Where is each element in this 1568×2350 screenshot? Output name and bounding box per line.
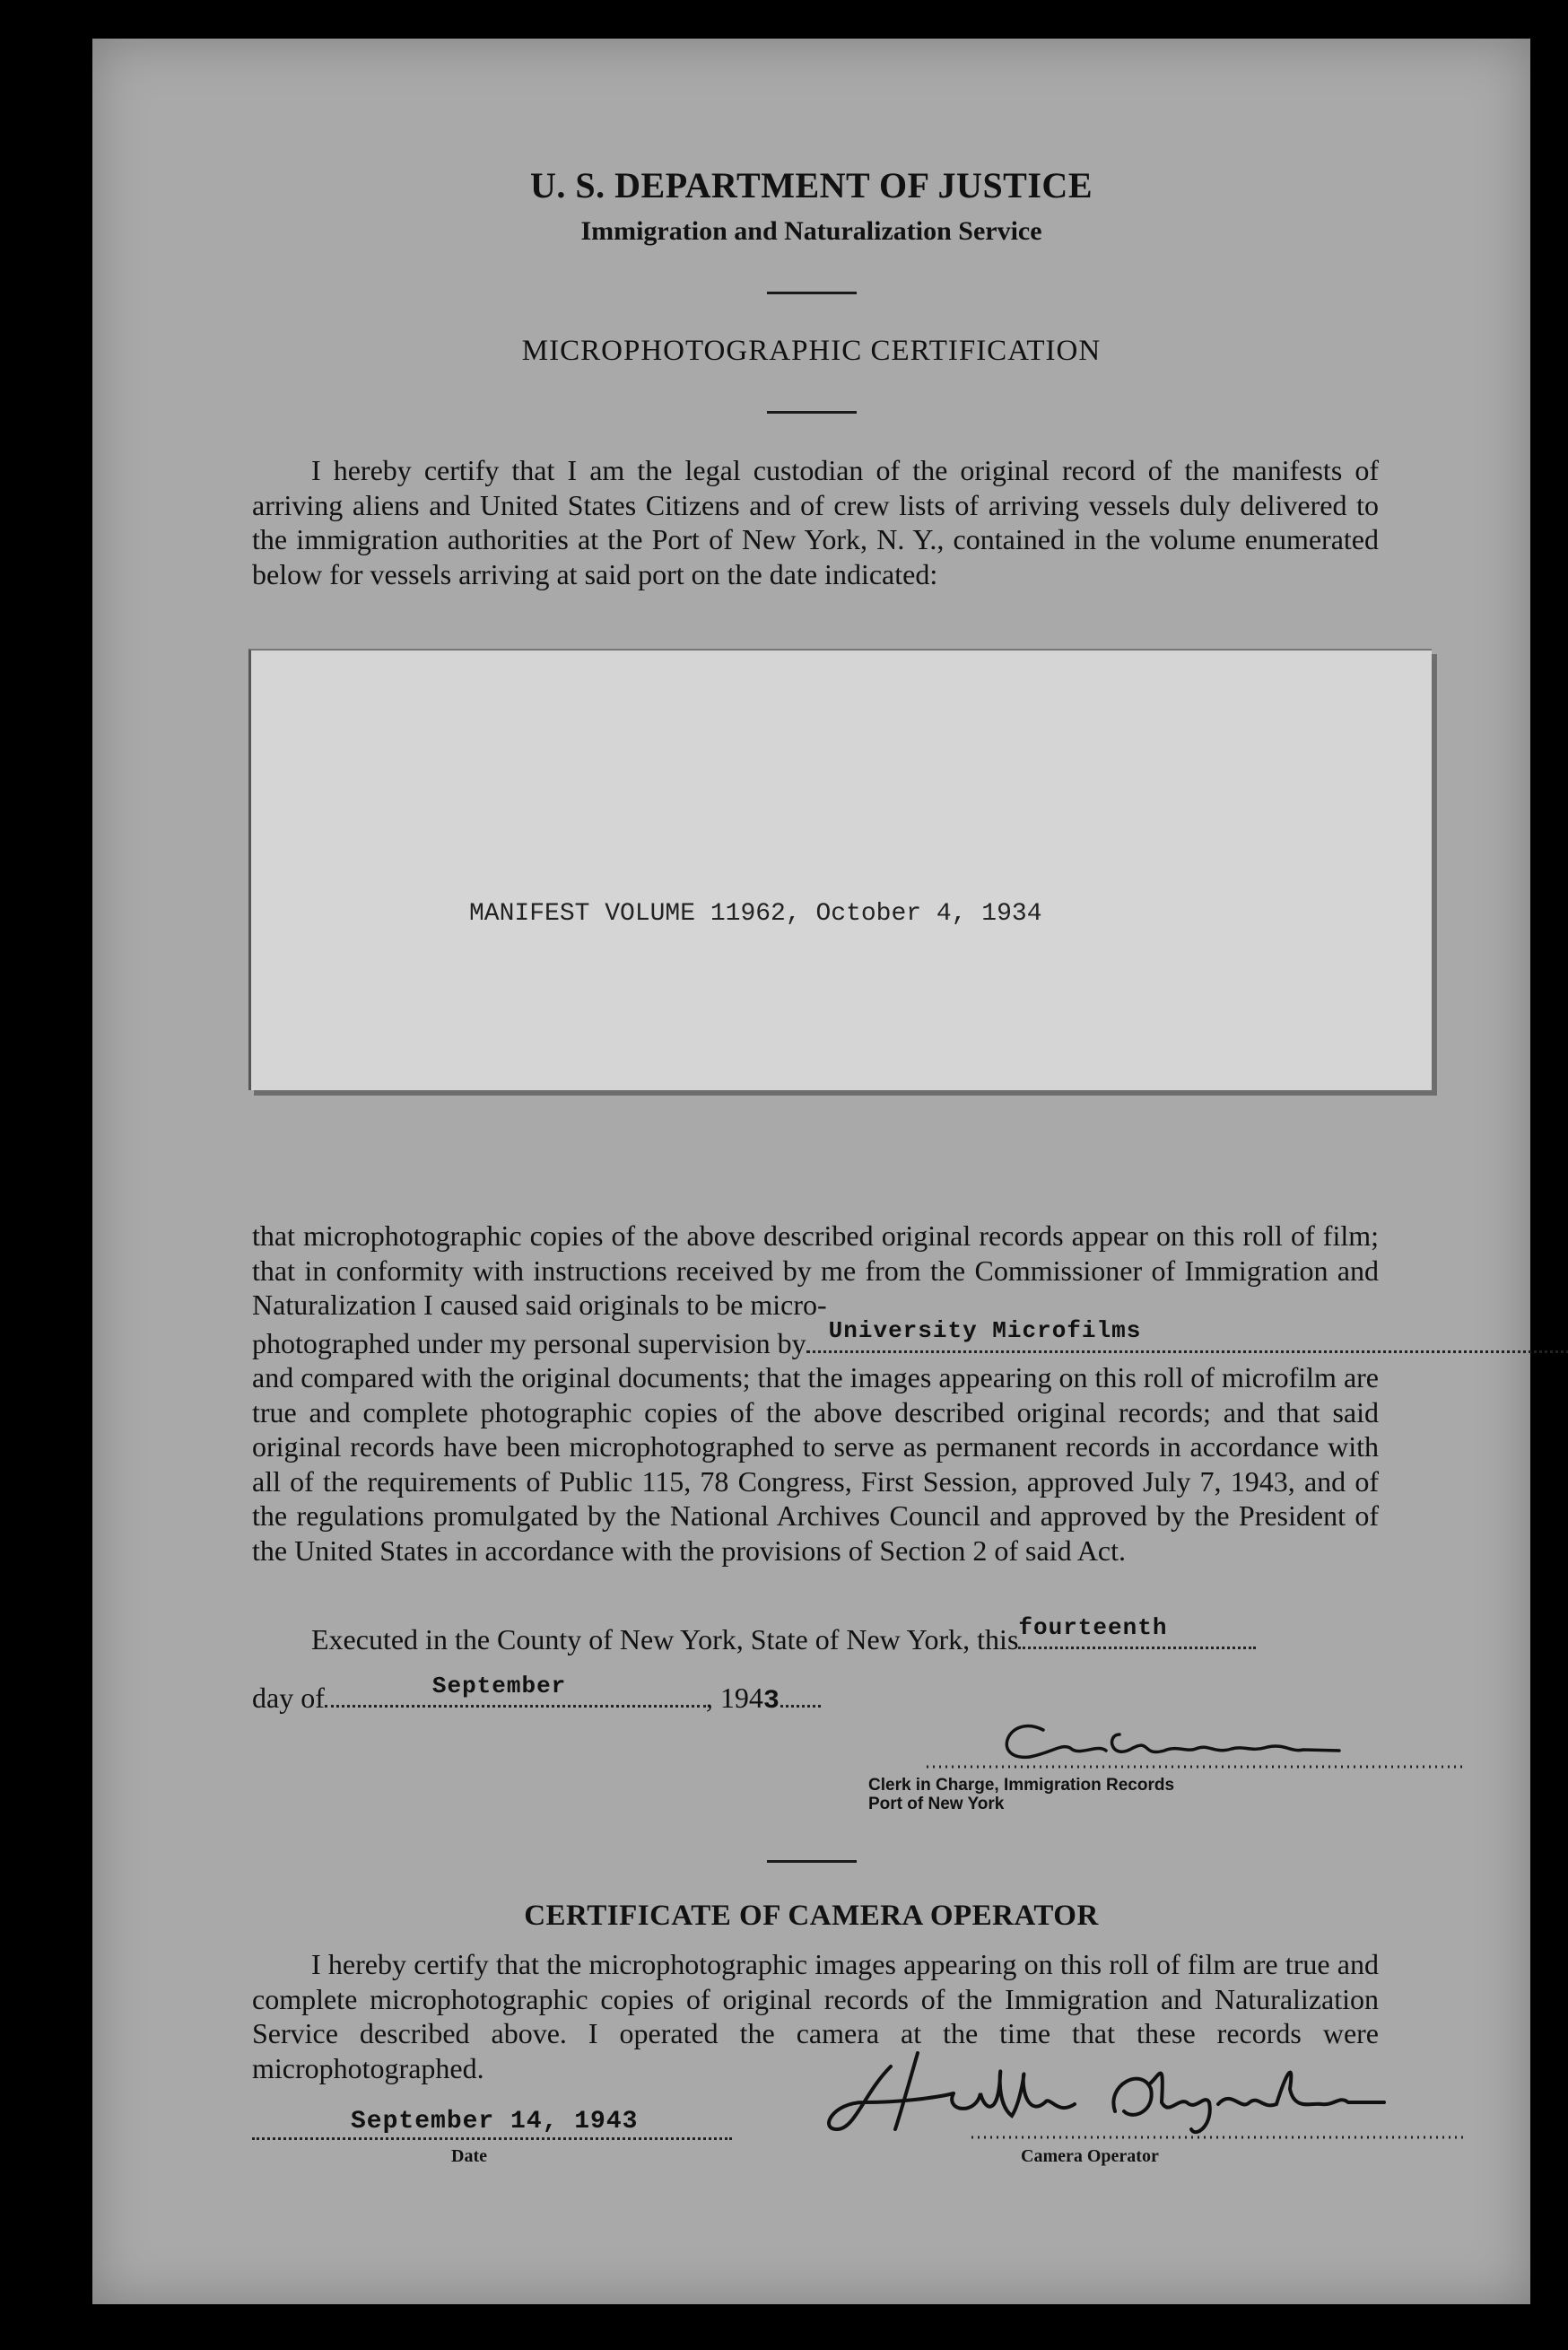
executed-prefix: Executed in the County of New York, State of New York, this (311, 1623, 1019, 1655)
month-field (325, 1672, 706, 1708)
month-value: September (431, 1672, 567, 1699)
day-field (1018, 1613, 1256, 1649)
operator-text: I hereby certify that the microphotographic images appearing on this roll of film are true and complete microphotographic copies of original records of the Immigration and Naturalization Service described above. I operated the camera at the time that these records were microphotographed. (252, 1948, 1379, 2084)
operator-date-field (252, 2105, 732, 2141)
body-part-2: photographed under my personal supervision by (252, 1326, 806, 1359)
date-label: Date (451, 2146, 487, 2166)
day-of-label: day of (252, 1682, 325, 1714)
manifest-label-slip (248, 649, 1432, 1090)
clerk-title-line-2: Port of New York (868, 1795, 1005, 1813)
service-subheading: Immigration and Naturalization Service (580, 216, 1042, 246)
body-part-3: and compared with the original documents; that the images appearing on this roll of microfilm are true and complete photographic copies of the above described original records; and that said original records have been microphotographed to serve as permanent records in accordance with all of the requirements of Public 115, 78 Congress, First Session, approved July 7, 1943, and of the regulations promulgated by the National Archives Council and approved by the President of the United States in accordance with the provisions of Section 2 of said Act. (252, 1361, 1379, 1567)
certificate-page (92, 39, 1530, 2304)
divider (767, 1860, 857, 1863)
certification-title: MICROPHOTOGRAPHIC CERTIFICATION (521, 335, 1102, 367)
year-prefix: , 194 (705, 1682, 763, 1714)
date-dotted-line (252, 2105, 732, 2140)
executed-line (252, 1613, 1379, 1657)
firm-name: University Microfilms (828, 1317, 1142, 1344)
intro-paragraph (252, 453, 1379, 591)
manifest-volume-label: MANIFEST VOLUME 11962, October 4, 1934 (469, 900, 1042, 928)
year-trailing-dots (780, 1705, 821, 1708)
day-value: fourteenth (1018, 1613, 1168, 1641)
supervision-line (252, 1317, 1379, 1361)
camera-operator-label: Camera Operator (1021, 2146, 1159, 2166)
year-digit: 3 (762, 1686, 780, 1717)
department-heading: U. S. DEPARTMENT OF JUSTICE (530, 165, 1093, 205)
body-part-1: that microphotographic copies of the above described original records appear on this roll of film; that in conformity with instructions received by me from the Commissioner of Immigration and Naturalization I caused said originals to be micro- (252, 1219, 1379, 1321)
intro-text: I hereby certify that I am the legal custodian of the original record of the manifests of arriving aliens and United States Citizens and of crew lists of arriving vessels duly delivered to the immigration authorities at the Port of New York, N. Y., contained in the volume enumerated below for vessels arriving at said port on the date indicated: (252, 454, 1379, 590)
certification-body (252, 1219, 1379, 1568)
firm-field (806, 1317, 1568, 1353)
operator-date-value: September 14, 1943 (351, 2108, 639, 2136)
operator-signature (810, 2040, 1465, 2143)
clerk-title-line-1: Clerk in Charge, Immigration Records (868, 1776, 1175, 1795)
divider (767, 411, 857, 414)
clerk-title (868, 1776, 1174, 1813)
clerk-signature (927, 1708, 1465, 1770)
divider (767, 292, 857, 294)
operator-certificate-title: CERTIFICATE OF CAMERA OPERATOR (524, 1900, 1099, 1932)
